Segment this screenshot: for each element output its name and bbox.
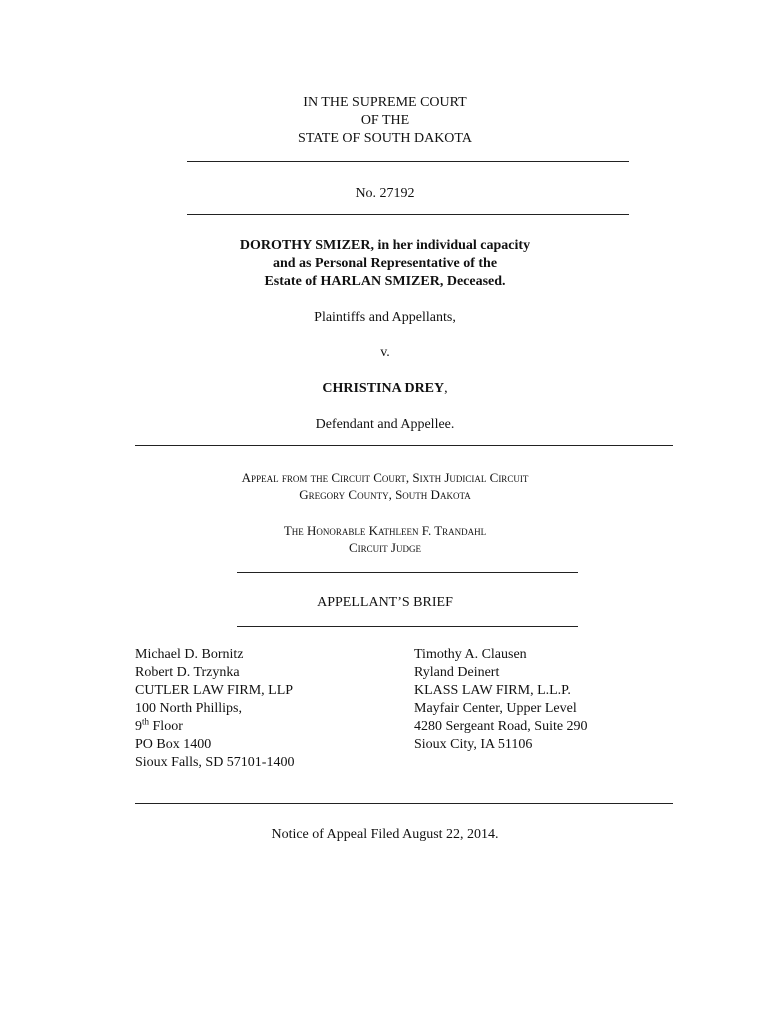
divider-rule [135,445,673,446]
divider-rule [187,214,629,215]
judge-caption [0,522,770,556]
divider-rule [237,626,578,627]
court-line-1: IN THE SUPREME COURT [303,95,467,110]
defendant-name: CHRISTINA DREY [322,381,445,396]
floor-text: Floor [149,719,183,734]
counsel-right-address-2: 4280 Sergeant Road, Suite 290 [414,719,588,734]
counsel-right-name-2: Ryland Deinert [414,665,500,680]
appeal-line-1: Appeal from the Circuit Court, Sixth Judicial Circuit [241,470,529,485]
counsel-left [135,646,294,772]
counsel-left-name-2: Robert D. Trzynka [135,665,240,680]
floor-ordinal: th [142,716,150,727]
appeal-caption [0,469,770,503]
defendant-name-suffix: , [444,381,448,396]
divider-rule [135,803,673,804]
counsel-right [414,646,588,754]
versus: v. [380,345,390,360]
divider-rule [237,572,578,573]
brief-title: APPELLANT’S BRIEF [317,595,453,610]
appeal-line-2: Gregory County, South Dakota [299,487,471,502]
plaintiff-line-2: and as Personal Representative of the [272,256,498,271]
case-number: No. 27192 [355,186,415,201]
counsel-left-city: Sioux Falls, SD 57101-1400 [135,755,295,770]
counsel-right-name-1: Timothy A. Clausen [414,647,527,662]
counsel-left-name-1: Michael D. Bornitz [135,647,244,662]
counsel-right-city: Sioux City, IA 51106 [414,737,533,752]
counsel-left-po-box: PO Box 1400 [135,737,212,752]
plaintiff-line-1: DOROTHY SMIZER, in her individual capacity [239,238,531,253]
defendant-role: Defendant and Appellee. [315,417,455,432]
counsel-left-firm: CUTLER LAW FIRM, LLP [135,683,294,698]
counsel-right-firm: KLASS LAW FIRM, L.L.P. [414,683,571,698]
plaintiff-line-3: Estate of HARLAN SMIZER, Deceased. [264,274,506,289]
counsel-left-floor [135,718,294,736]
notice-of-appeal: Notice of Appeal Filed August 22, 2014. [271,827,499,842]
judge-line-2: Circuit Judge [349,540,421,555]
counsel-left-address-1: 100 North Phillips, [135,701,242,716]
court-line-3: STATE OF SOUTH DAKOTA [298,131,472,146]
judge-line-1: The Honorable Kathleen F. Trandahl [283,523,487,538]
defendant-caption [0,380,770,398]
court-heading [0,94,770,148]
divider-rule [187,161,629,162]
court-line-2: OF THE [360,113,410,128]
plaintiff-role: Plaintiffs and Appellants, [314,310,456,325]
floor-number: 9 [135,719,142,734]
counsel-right-address-1: Mayfair Center, Upper Level [414,701,577,716]
plaintiff-caption [0,237,770,291]
